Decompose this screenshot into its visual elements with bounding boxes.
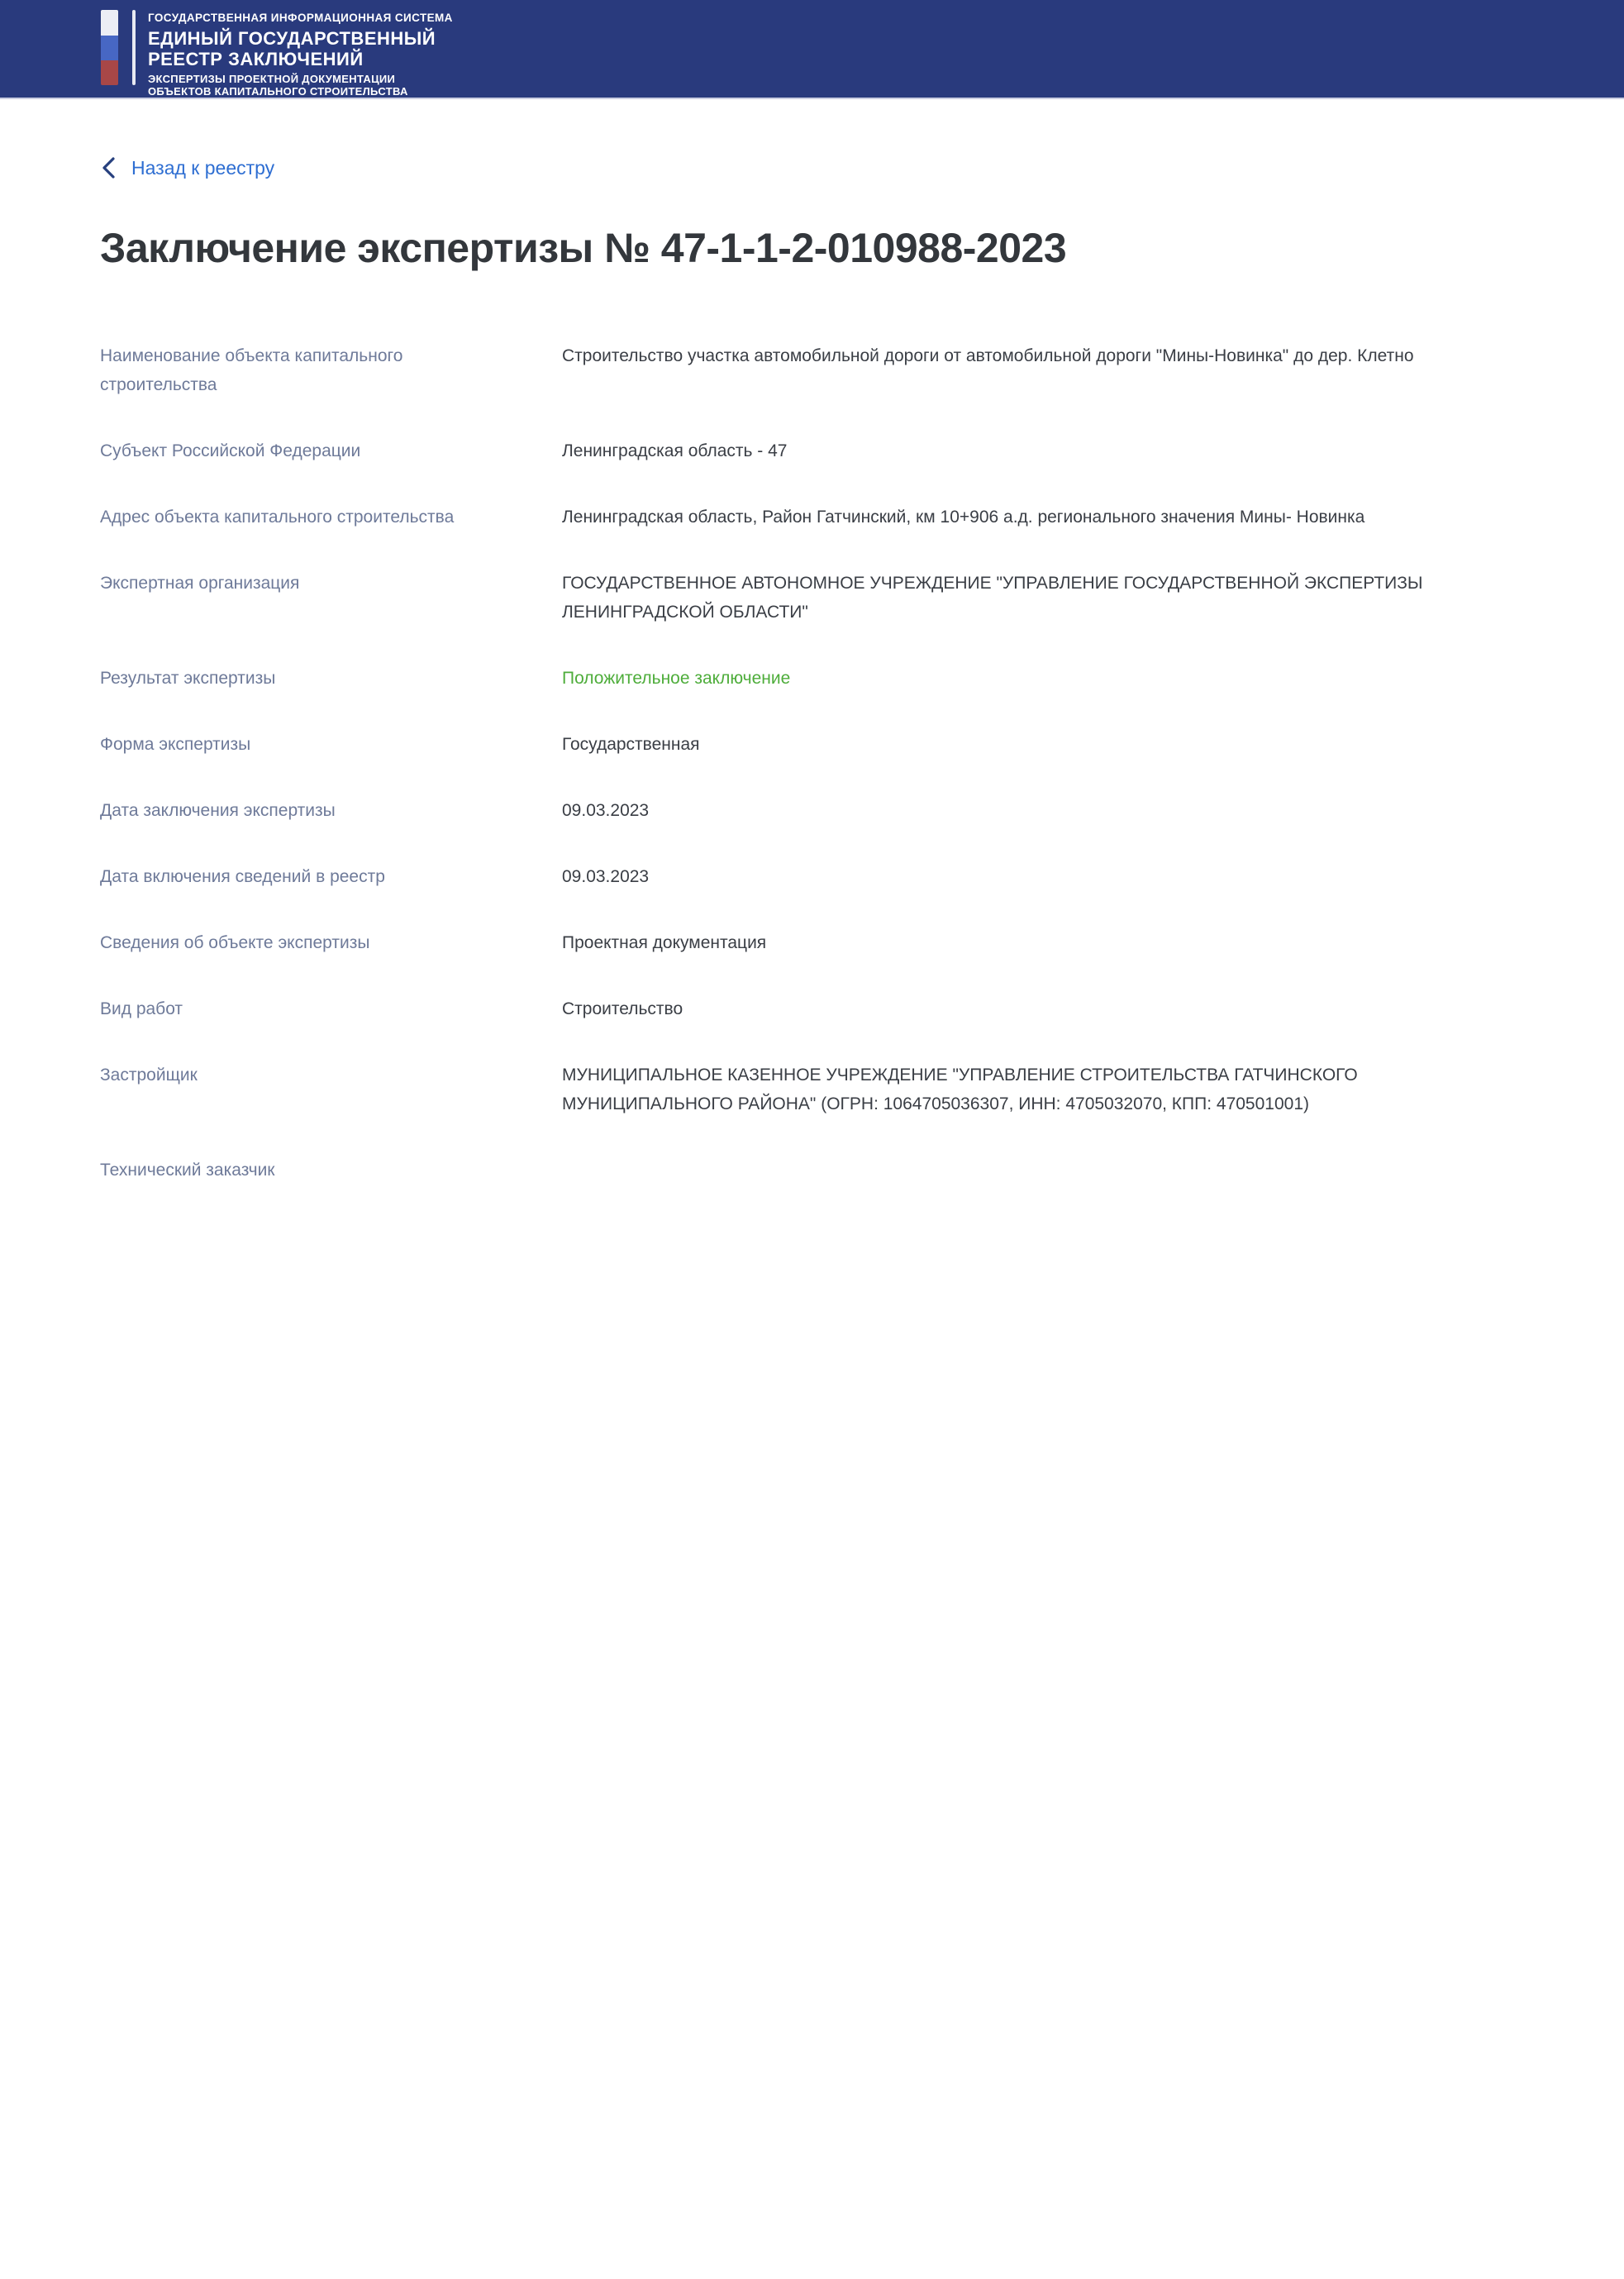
- field-value: Государственная: [562, 735, 700, 754]
- field-row: [100, 796, 1529, 825]
- field-label: Результат экспертизы: [100, 669, 276, 688]
- field-label: Дата включения сведений в реестр: [100, 867, 385, 886]
- field-value: Ленинградская область - 47: [562, 441, 788, 460]
- field-label: Адрес объекта капитального строительства: [100, 508, 455, 527]
- logo-subtitle-line1: ЭКСПЕРТИЗЫ ПРОЕКТНОЙ ДОКУМЕНТАЦИИ: [148, 73, 396, 85]
- page-title: Заключение экспертизы № 47-1-1-2-010988-2023: [100, 225, 1067, 271]
- field-value: [562, 1156, 1525, 1185]
- field-value: 09.03.2023: [562, 801, 650, 820]
- logo-registry-line2: РЕЕСТР ЗАКЛЮЧЕНИЙ: [148, 49, 364, 69]
- field-value: Ленинградская область, Район Гатчинский, км 10+906 а.д. регионального значения Мины- Новинка: [562, 508, 1365, 527]
- field-value: Строительство участка автомобильной дороги от автомобильной дороги "Мины-Новинка" до дер. Клетно: [562, 346, 1414, 365]
- flag-stripe-blue: [101, 36, 118, 60]
- field-row: [100, 928, 1529, 957]
- field-value: ГОСУДАРСТВЕННОЕ АВТОНОМНОЕ УЧРЕЖДЕНИЕ "УПРАВЛЕНИЕ ГОСУДАРСТВЕННОЙ ЭКСПЕРТИЗЫ ЛЕНИНГРАДСКОЙ ОБЛАСТИ": [562, 574, 1423, 622]
- field-label: Форма экспертизы: [100, 735, 251, 754]
- field-label: Застройщик: [100, 1066, 198, 1085]
- logo-divider: [132, 10, 136, 85]
- field-list: [100, 341, 1529, 1185]
- field-label: Экспертная организация: [100, 574, 300, 593]
- field-value: МУНИЦИПАЛЬНОЕ КАЗЕННОЕ УЧРЕЖДЕНИЕ "УПРАВЛЕНИЕ СТРОИТЕЛЬСТВА ГАТЧИНСКОГО МУНИЦИПАЛЬНОГО РАЙОНА" (ОГРН: 1064705036307, ИНН: 4705032070, КПП: 470501001): [562, 1066, 1358, 1113]
- field-label: Сведения об объекте экспертизы: [100, 933, 370, 952]
- field-row: [100, 503, 1529, 532]
- back-link-label: Назад к реестру: [131, 156, 275, 179]
- field-label: Субъект Российской Федерации: [100, 441, 361, 460]
- field-row: [100, 1156, 1529, 1185]
- logo-subtitle-line2: ОБЪЕКТОВ КАПИТАЛЬНОГО СТРОИТЕЛЬСТВА: [148, 84, 408, 98]
- app-header: [0, 0, 1624, 99]
- back-to-register-link[interactable]: [100, 156, 274, 179]
- field-value: Положительное заключение: [562, 669, 791, 688]
- logo-registry-line1: ЕДИНЫЙ ГОСУДАРСТВЕННЫЙ: [148, 28, 436, 49]
- field-row: [100, 341, 1529, 399]
- field-row: [100, 1061, 1529, 1118]
- logo-system-line: ГОСУДАРСТВЕННАЯ ИНФОРМАЦИОННАЯ СИСТЕМА: [148, 12, 453, 24]
- field-label: Дата заключения экспертизы: [100, 801, 336, 820]
- russian-flag-icon: [101, 10, 118, 85]
- chevron-left-icon: [100, 156, 118, 179]
- flag-stripe-white: [101, 10, 118, 36]
- flag-stripe-red: [101, 60, 118, 85]
- field-row: [100, 994, 1529, 1023]
- egrz-logo[interactable]: [0, 0, 1624, 98]
- field-value: 09.03.2023: [562, 867, 650, 886]
- logo-text: [148, 10, 453, 98]
- conclusion-detail-page: [0, 99, 1624, 1321]
- field-value: Проектная документация: [562, 933, 767, 952]
- field-label: Наименование объекта капитального строительства: [100, 346, 403, 394]
- field-row: [100, 730, 1529, 759]
- field-row: [100, 862, 1529, 891]
- field-row: [100, 569, 1529, 627]
- field-row: [100, 436, 1529, 465]
- field-value: Строительство: [562, 999, 683, 1018]
- field-row: [100, 664, 1529, 693]
- field-label: Вид работ: [100, 999, 183, 1018]
- field-label: Технический заказчик: [100, 1161, 275, 1180]
